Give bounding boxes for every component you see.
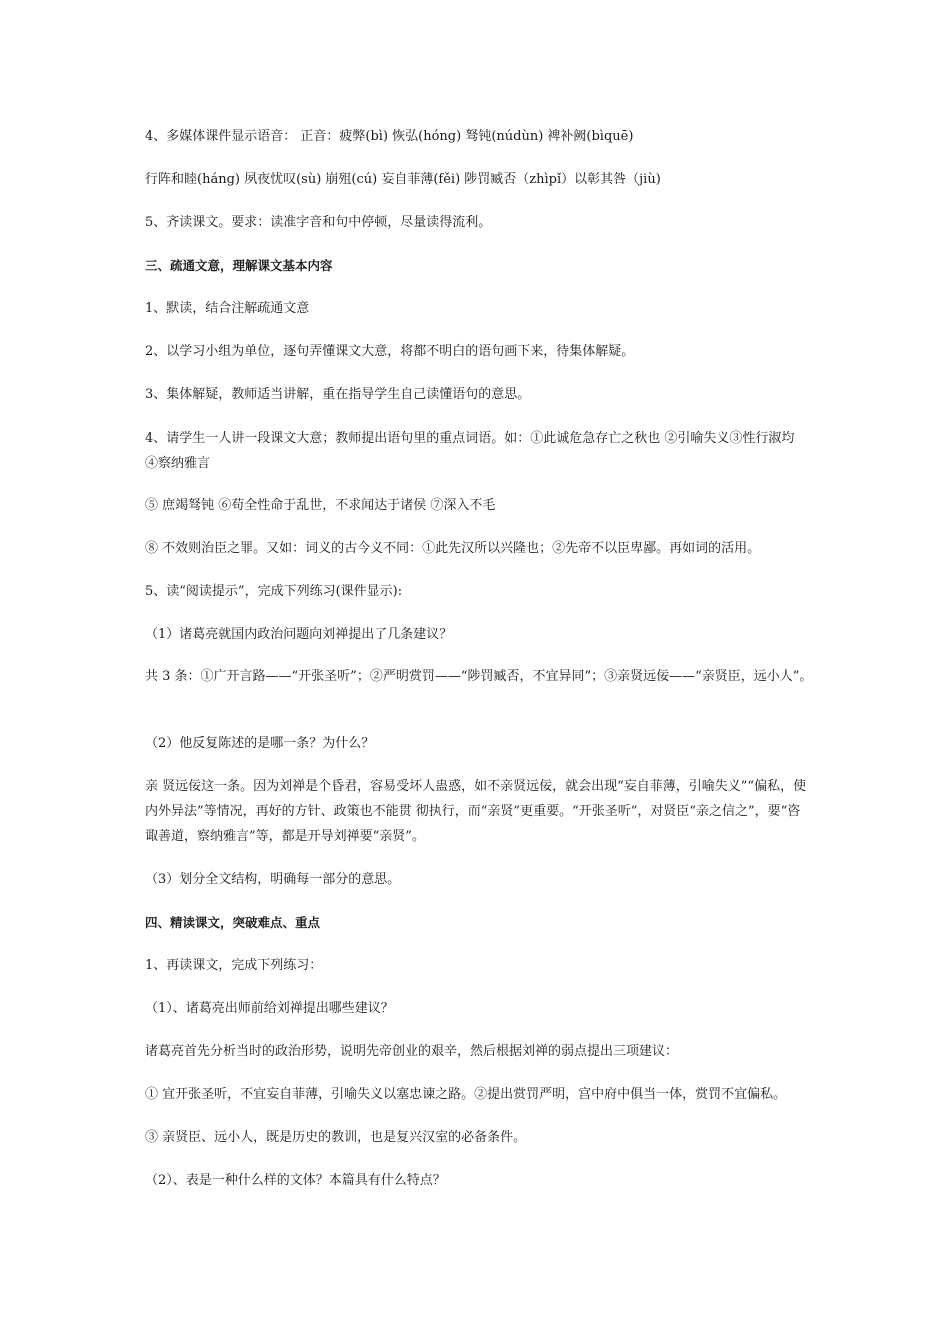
section-heading-3: 三、疏通文意，理解课文基本内容 (145, 258, 333, 273)
section-heading-4: 四、精读课文，突破难点、重点 (145, 915, 321, 930)
question-suggestions: （1）、诸葛亮出师前给刘禅提出哪些建议？ (145, 1001, 394, 1016)
paragraph-key-words-3: ⑧ 不效则治臣之罪。又如：词义的古今义不同：①此先汉所以兴隆也；②先帝不以臣卑鄙。再如词的活用。 (145, 541, 761, 556)
paragraph-item-3: 3、集体解疑，教师适当讲解，重在指导学生自己读懂语句的意思。 (145, 387, 531, 402)
answer-2: 亲 贤远佞这一条。因为刘禅是个昏君，容易受坏人蛊惑，如不亲贤远佞，就会出现“妄自菲薄，引喻失义”“偏私，使内外异法”等情况，再好的方针、政策也不能贯 彻执行，而“亲贤”更重要。“开张圣听”，对贤臣“亲之信之”，要“咨诹善道，察纳雅言”等，都是开导刘禅要“亲贤”。 (145, 779, 807, 844)
answer-suggestions-3: ③ 亲贤臣、远小人，既是历史的教训，也是复兴汉室的必备条件。 (145, 1130, 527, 1145)
paragraph-pronunciation-2: 行阵和睦(háng) 夙夜忧叹(sù) 崩殂(cú) 妄自菲薄(fěi) 陟罚臧否（zhìpǐ）以彰其咎（jiù) (145, 172, 661, 187)
paragraph-reread: 1、再读课文，完成下列练习： (145, 958, 323, 973)
paragraph-read-aloud: 5、齐读课文。要求：读准字音和句中停顿，尽量读得流利。 (145, 215, 492, 230)
question-1: （1）诸葛亮就国内政治问题向刘禅提出了几条建议？ (145, 627, 453, 642)
question-3: （3）划分全文结构，明确每一部分的意思。 (145, 872, 401, 887)
question-2: （2）他反复陈述的是哪一条？为什么？ (145, 736, 375, 751)
paragraph-item-1: 1、默读，结合注解疏通文意 (145, 301, 310, 316)
paragraph-item-2: 2、以学习小组为单位，逐句弄懂课文大意，将都不明白的语句画下来，待集体解疑。 (145, 344, 635, 359)
answer-1: 共 3 条：①广开言路——“开张圣听”；②严明赏罚——“陟罚臧否，不宜异同”；③亲贤远佞——“亲贤臣，远小人”。 (145, 669, 813, 684)
answer-suggestions-1-2: ① 宜开张圣听，不宜妄自菲薄，引喻失义以塞忠谏之路。②提出赏罚严明，宫中府中俱当一体，赏罚不宜偏私。 (145, 1087, 787, 1102)
paragraph-key-words-2: ⑤ 庶竭驽钝 ⑥苟全性命于乱世，不求闻达于诸侯 ⑦深入不毛 (145, 498, 496, 513)
paragraph-item-5: 5、读“阅读提示”，完成下列练习(课件显示): (145, 584, 403, 599)
paragraph-item-4: 4、请学生一人讲一段课文大意；教师提出语句里的重点词语。如：①此诚危急存亡之秋也 ②引喻失义③性行淑均 ④察纳雅言 (145, 431, 795, 471)
question-genre: （2）、表是一种什么样的文体？本篇具有什么特点？ (145, 1173, 446, 1188)
answer-suggestions-intro: 诸葛亮首先分析当时的政治形势，说明先帝创业的艰辛，然后根据刘禅的弱点提出三项建议： (145, 1044, 679, 1059)
paragraph-pronunciation-1: 4、多媒体课件显示语音： 正音：疲弊(bì) 恢弘(hóng) 驽钝(núdùn) 裨补阙(bìquē) (145, 129, 634, 144)
